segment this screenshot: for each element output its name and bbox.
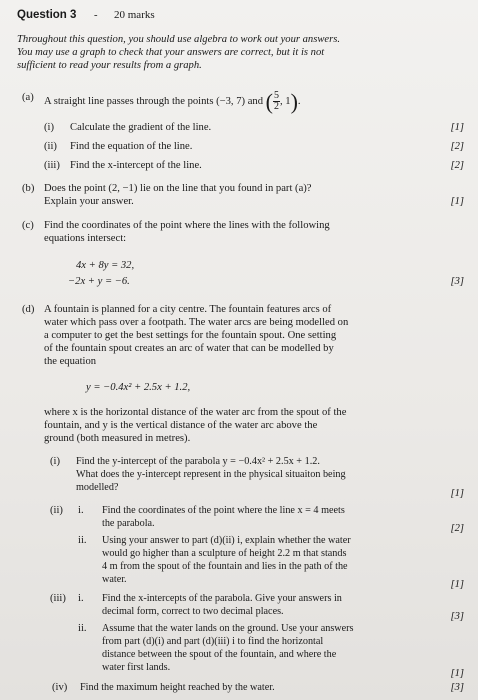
part-d-iii-sub2-line-1: Assume that the water lands on the ground. Use your answers <box>102 623 354 634</box>
part-d-iii-sub2-mark: [1] <box>450 668 464 679</box>
part-d-ii-sub1-line-1: Find the coordinates of the point where the line x = 4 meets <box>102 505 345 516</box>
part-d-ii-sub1-line-2: the parabola. <box>102 518 155 529</box>
part-d-ii-sub2-mark: [1] <box>450 579 464 590</box>
part-b-line-1: Does the point (2, −1) lie on the line that you found in part (a)? <box>44 183 312 194</box>
part-d-iii-sub2-line-4: water first lands. <box>102 662 171 673</box>
fraction-denominator: 2 <box>273 101 279 112</box>
intro-line-2: You may use a graph to check that your answers are correct, but it is not <box>17 47 325 58</box>
part-d-ii-sub2-line-1: Using your answer to part (d)(ii) i, explain whether the water <box>102 535 351 546</box>
part-d-iii-sub1-line-2: decimal form, correct to two decimal places. <box>102 606 284 617</box>
part-a-ii-text: Find the equation of the line. <box>70 141 193 152</box>
part-a-stem: A straight line passes through the points (−3, 7) and <box>44 95 263 107</box>
part-a-ii-mark: [2] <box>450 141 464 152</box>
part-d-iii-sub2-line-3: distance between the spout of the fountain, and where the <box>102 649 337 660</box>
part-d-label: (d) <box>22 304 35 315</box>
part-d-iii-sub1-line-1: Find the x-intercepts of the parabola. Give your answers in <box>102 593 342 604</box>
part-a-i-text: Calculate the gradient of the line. <box>70 122 212 133</box>
part-b-line-2: Explain your answer. <box>44 196 134 207</box>
part-b-label: (b) <box>22 183 35 194</box>
intro-line-1: Throughout this question, you should use algebra to work out your answers. <box>17 34 341 45</box>
part-d-equation: y = −0.4x² + 2.5x + 1.2, <box>86 382 191 393</box>
part-d-ii-sub2-line-4: water. <box>102 574 127 585</box>
part-c-equation-1: 4x + 8y = 32, <box>76 260 135 271</box>
part-d-ii-sub1-num: i. <box>78 505 84 516</box>
open-paren: ( <box>265 89 273 114</box>
part-d-iii-num: (iii) <box>50 593 66 604</box>
part-d-i-line-1: Find the y-intercept of the parabola y = −0.4x² + 2.5x + 1.2. <box>76 456 320 467</box>
period: . <box>297 95 301 107</box>
part-d-line-1: A fountain is planned for a city centre. The fountain features arcs of <box>44 304 332 315</box>
part-a-i-num: (i) <box>44 122 54 133</box>
part-a-iii-text: Find the x-intercept of the line. <box>70 160 202 171</box>
part-a-fraction <box>273 91 280 112</box>
part-d-where-2: fountain, and y is the vertical distance of the water arc above the <box>44 420 318 431</box>
part-c-line-1: Find the coordinates of the point where the lines with the following <box>44 220 330 231</box>
part-c-equation-2: −2x + y = −6. <box>68 276 130 287</box>
part-d-line-2: water which pass over a footpath. The water arcs are being modelled on <box>44 317 349 328</box>
part-d-i-line-3: modelled? <box>76 482 119 493</box>
part-a-iii-mark: [2] <box>450 160 464 171</box>
part-a-iii-num: (iii) <box>44 160 60 171</box>
part-a-label: (a) <box>22 92 34 103</box>
part-d-line-5: the equation <box>44 356 97 367</box>
part-a-i-mark: [1] <box>450 122 464 133</box>
part-d-iii-sub1-num: i. <box>78 593 84 604</box>
fraction-numerator: 5 <box>273 90 279 101</box>
part-d-iii-sub2-num: ii. <box>78 623 87 634</box>
part-c-mark: [3] <box>450 276 464 287</box>
part-d-i-mark: [1] <box>450 488 464 499</box>
total-marks: 20 marks <box>114 9 155 21</box>
part-c-line-2: equations intersect: <box>44 233 127 244</box>
part-d-where-1: where x is the horizontal distance of the water arc from the spout of the <box>44 407 347 418</box>
part-d-ii-sub2-line-2: would go higher than a sculpture of height 2.2 m that stands <box>102 548 347 559</box>
part-a-ii-num: (ii) <box>44 141 57 152</box>
part-d-ii-num: (ii) <box>50 505 63 516</box>
part-d-iii-sub1-mark: [3] <box>450 611 464 622</box>
part-d-line-4: of the fountain spout creates an arc of water that can be modelled by <box>44 343 334 354</box>
part-d-i-line-2: What does the y-intercept represent in the physical situaiton being <box>76 469 346 480</box>
part-d-ii-sub2-num: ii. <box>78 535 87 546</box>
part-c-label: (c) <box>22 220 34 231</box>
part-d-ii-sub2-line-3: 4 m from the spout of the fountain and lies in the path of the <box>102 561 348 572</box>
part-d-line-3: a computer to get the best settings for the fountain spout. One setting <box>44 330 337 341</box>
close-paren: ) <box>290 89 298 114</box>
question-title: Question 3 <box>17 9 77 21</box>
part-d-iii-sub2-line-2: from part (d)(i) and part (d)(iii) i to find the horizontal <box>102 636 324 647</box>
intro-line-3: sufficient to read your results from a graph. <box>17 60 202 71</box>
fraction-tail: , 1 <box>279 95 291 107</box>
title-dash: - <box>94 10 98 21</box>
part-d-iv-mark: [3] <box>450 682 464 693</box>
part-d-where-3: ground (both measured in metres). <box>44 433 191 444</box>
part-b-mark: [1] <box>450 196 464 207</box>
part-d-iv-num: (iv) <box>52 682 68 693</box>
part-d-ii-sub1-mark: [2] <box>450 523 464 534</box>
part-d-iv-text: Find the maximum height reached by the water. <box>80 682 275 693</box>
part-d-i-num: (i) <box>50 456 60 467</box>
part-a-text <box>44 91 301 112</box>
